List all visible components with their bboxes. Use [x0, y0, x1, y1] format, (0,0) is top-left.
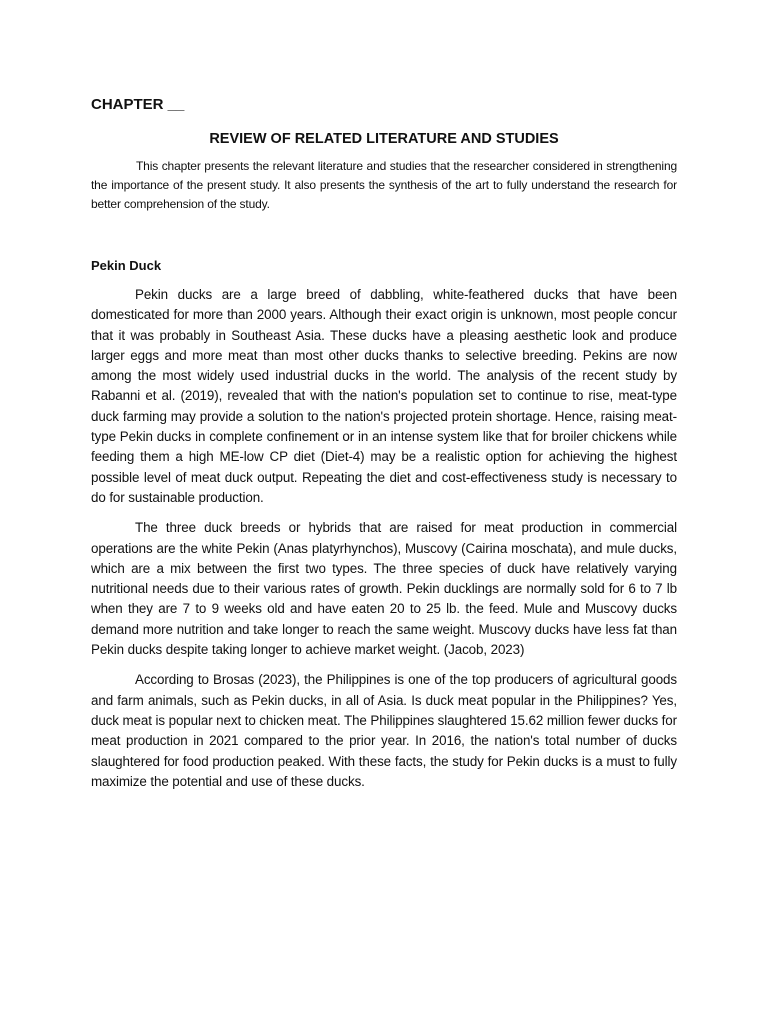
body-paragraph-2: The three duck breeds or hybrids that are raised for meat production in commercial operations are the white Pekin (Anas platyrhynchos), Muscovy (Cairina moschata), and mule ducks, which are a mix between the first two types. The three species of duck have relatively varying nutritional needs due to their various rates of growth. Pekin ducklings are normally sold for 6 to 7 lb when they are 7 to 9 weeks old and have eaten 20 to 25 lb. the feed. Mule and Muscovy ducks demand more nutrition and take longer to reach the same weight. Muscovy ducks have less fat than Pekin ducks despite taking longer to achieve market weight. (Jacob, 2023)	[91, 520, 677, 658]
page-title: REVIEW OF RELATED LITERATURE AND STUDIES	[209, 131, 559, 147]
section-heading: Pekin Duck	[91, 258, 162, 273]
intro-paragraph: This chapter presents the relevant literature and studies that the researcher considered in strengthening the importance of the present study. It also presents the synthesis of the art to fully understand the research for better comprehension of the study.	[91, 159, 677, 211]
body-paragraph-1: Pekin ducks are a large breed of dabbling, white-feathered ducks that have been domesticated for more than 2000 years. Although their exact origin is unknown, most people concur that it was probably in Southeast Asia. These ducks have a pleasing aesthetic look and produce larger eggs and more meat than most other ducks thanks to selective breeding. Pekins are now among the most widely used industrial ducks in the world. The analysis of the recent study by Rabanni et al. (2019), revealed that with the nation's population set to continue to rise, meat-type duck farming may provide a solution to the nation's projected protein shortage. Hence, raising meat-type Pekin ducks in complete confinement or in an intense system like that for broiler chickens while feeding them a high ME-low CP diet (Diet-4) may be a realistic option for achieving the highest possible level of meat duck output. Repeating the diet and cost-effectiveness study is necessary to do for sustainable production.	[91, 287, 677, 505]
chapter-label: CHAPTER __	[91, 96, 185, 113]
body-paragraph-3: According to Brosas (2023), the Philippines is one of the top producers of agricultural goods and farm animals, such as Pekin ducks, in all of Asia. Is duck meat popular in the Philippines? Yes, duck meat is popular next to chicken meat. The Philippines slaughtered 15.62 million fewer ducks for meat production in 2021 compared to the prior year. In 2016, the nation's total number of ducks slaughtered for food production peaked. With these facts, the study for Pekin ducks is a must to fully maximize the potential and use of these ducks.	[91, 672, 677, 789]
document-body	[91, 92, 677, 792]
